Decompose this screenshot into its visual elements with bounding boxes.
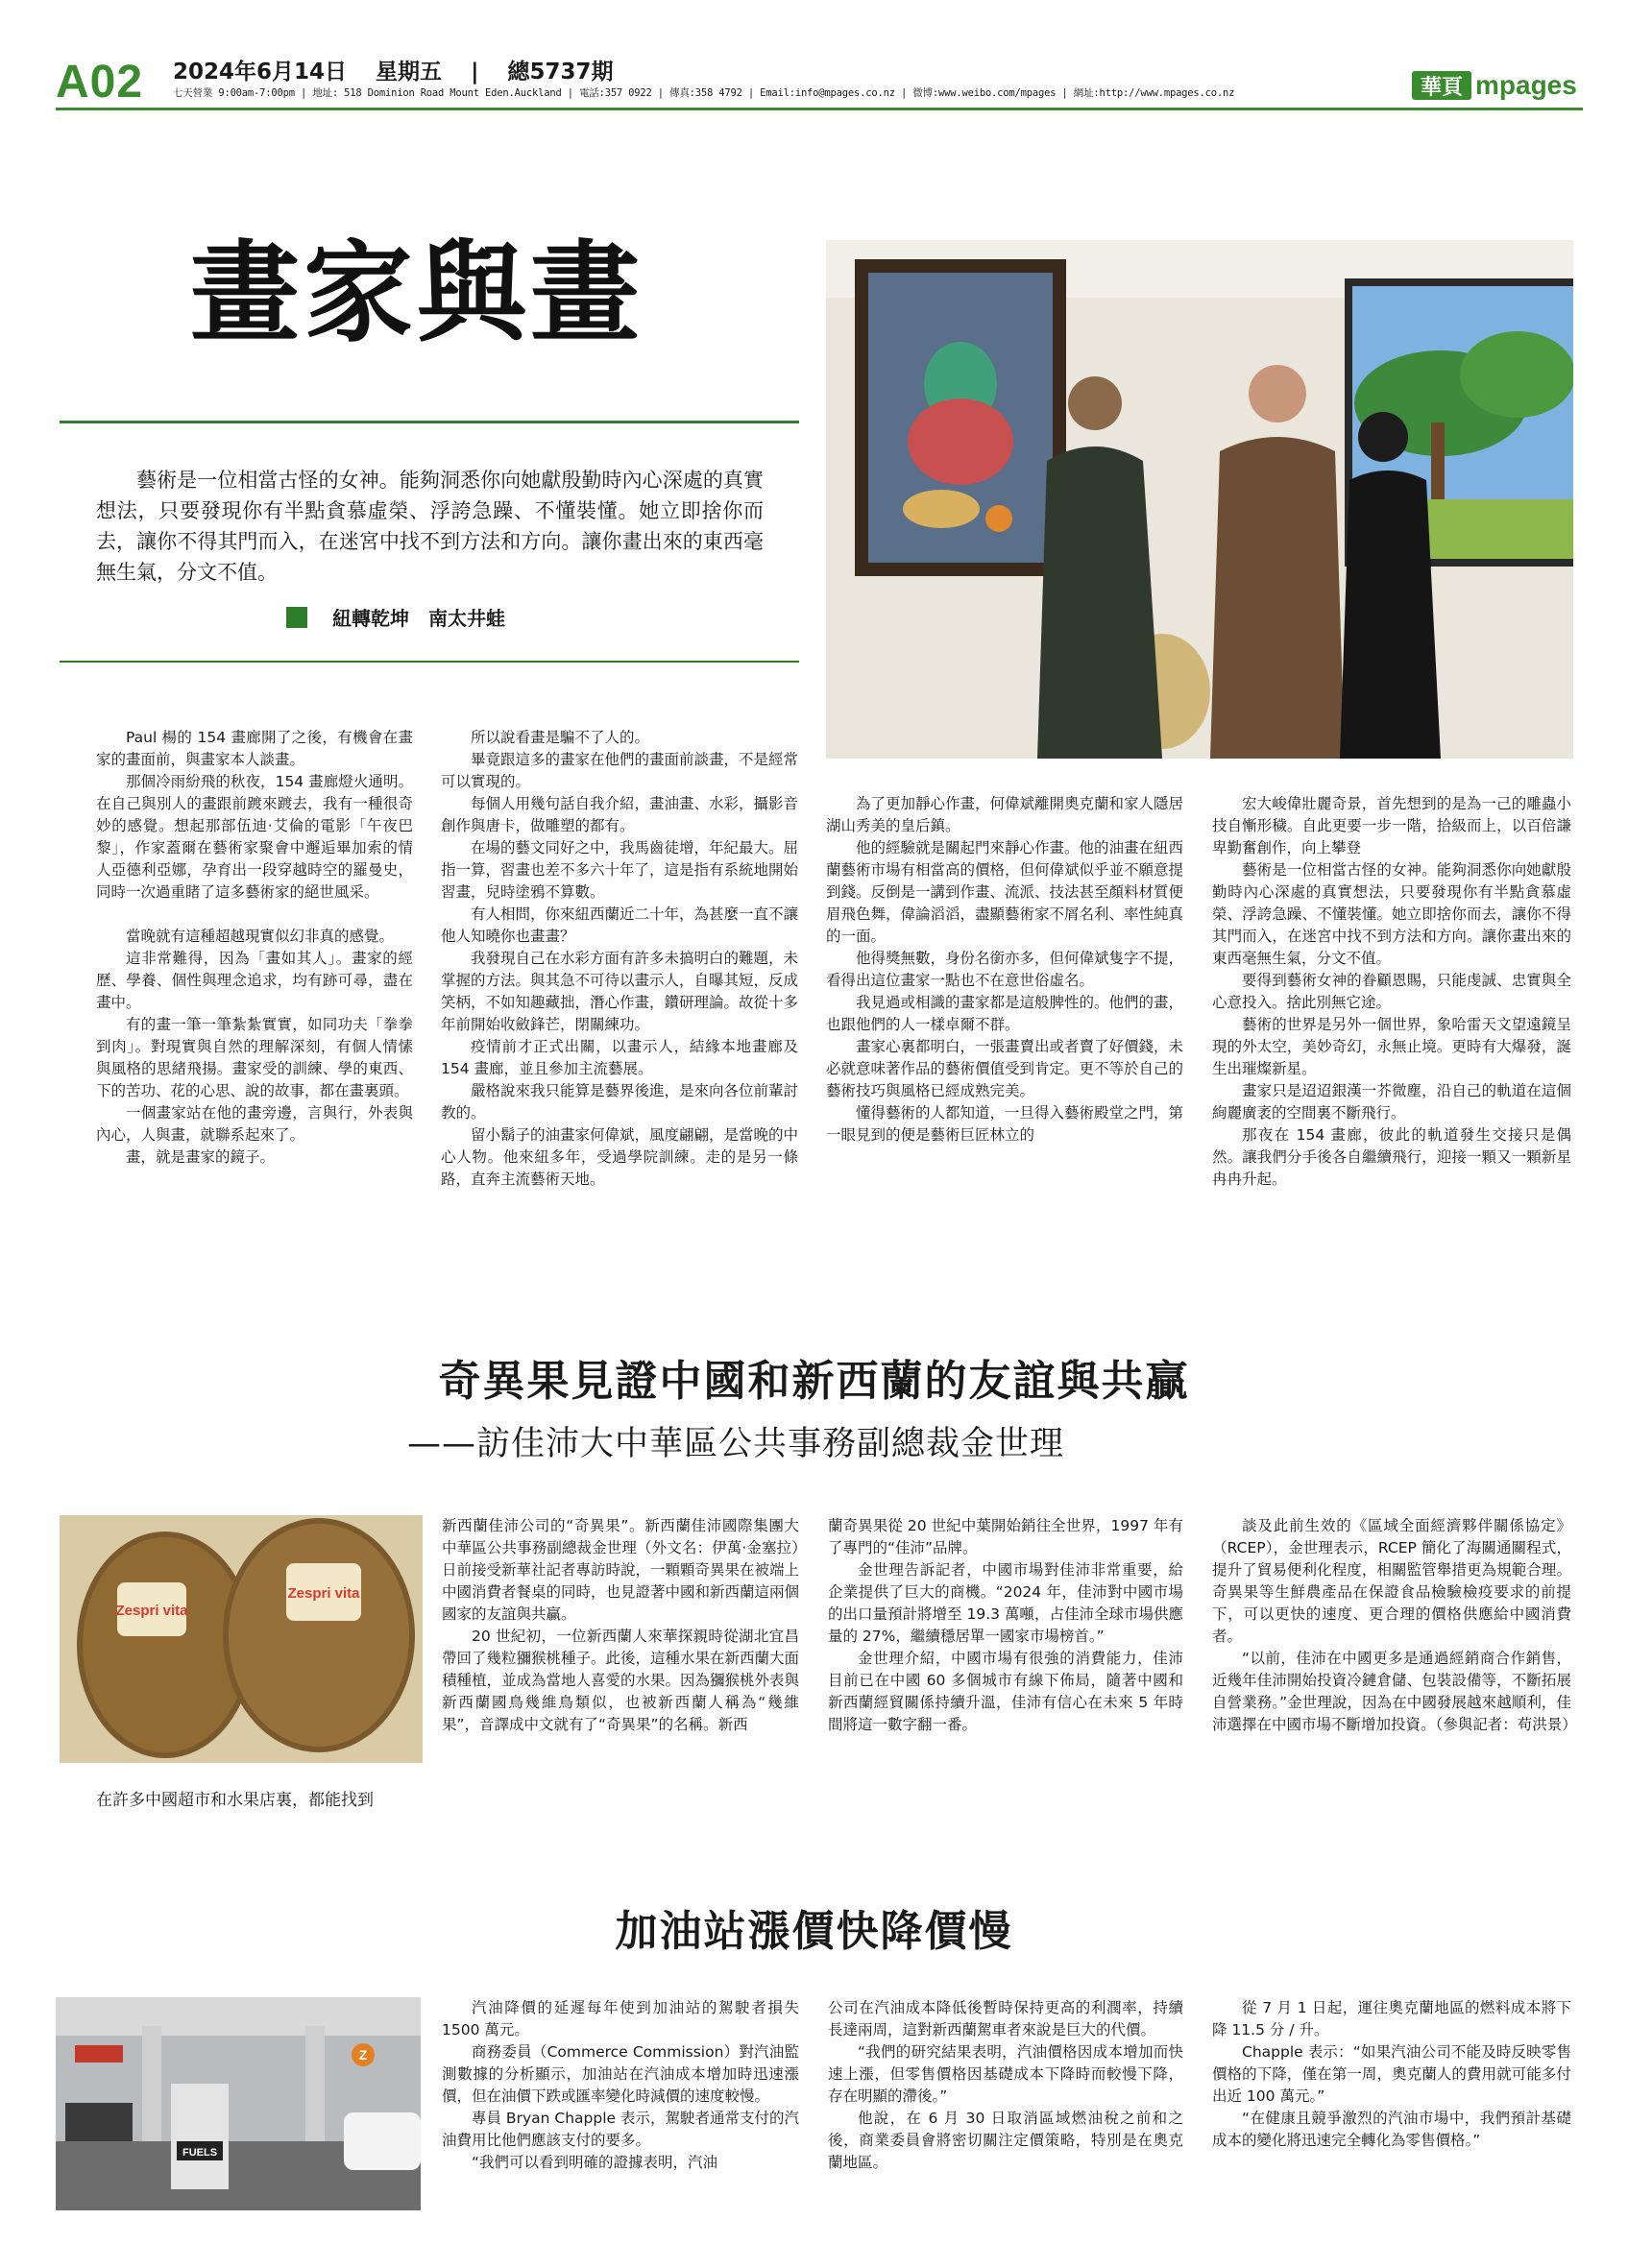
a3c1-p1: 汽油降價的延遲每年使到加油站的駕駛者損失 1500 萬元。 [442, 1999, 799, 2039]
fuel-station-photo [56, 1997, 421, 2210]
a3c3-p1: 從 7 月 1 日起，運往奧克蘭地區的燃料成本將下降 11.5 分 / 升。 [1212, 1999, 1571, 2039]
header-dateline [173, 54, 635, 85]
article1-column-1 [96, 727, 413, 1169]
a1c4-p5: 畫家只是迢迢銀漢一芥微塵，沿自己的軌道在這個絢麗廣袤的空間裏不斷飛行。 [1212, 1082, 1571, 1122]
a2c3-p2: “以前，佳沛在中國更多是通過經銷商合作銷售，近幾年佳沛開始投資冷鏈倉儲、包裝設備等，不斷拓展自營業務。”金世理說，因為在中國發展越來越順利，佳沛選擇在中國市場不斷增加投資。（參與記者：苟洪景） [1212, 1650, 1577, 1733]
article3-column-1 [442, 1997, 799, 2174]
a1c2-p1: 所以說看畫是騙不了人的。 [471, 729, 650, 746]
a3c3-p3: “在健康且競爭激烈的汽油市場中，我們預計基礎成本的變化將迅速完全轉化為零售價格。” [1212, 2110, 1571, 2149]
a1c2-p7: 疫情前才正式出關，以畫示人，結緣本地畫廊及 154 畫廊，並且參加主流藝展。 [441, 1038, 798, 1077]
article2-subtitle: ——訪佳沛大中華區公共事務副總裁金世理 [407, 1425, 1065, 1463]
a3c2-p1: 公司在汽油成本降低後暫時保持更高的利潤率，持續長達兩周，這對新西蘭駕車者來說是巨大的代價。 [828, 1999, 1183, 2039]
a1c1-p7: 畫，就是畫家的鏡子。 [126, 1148, 276, 1166]
a1c4-p3: 要得到藝術女神的眷顧恩賜，只能虔誠、忠實與全心意投入。捨此別無它途。 [1212, 972, 1571, 1011]
a1c2-p9: 留小鬍子的油畫家何偉斌，風度翩翩，是當晚的中心人物。他來紐多年，受過學院訓練。走的是另一條路，直奔主流藝術天地。 [441, 1126, 799, 1188]
a2c2-p3: 金世理介紹，中國市場有很強的消費能力，佳沛目前已在中國 60 多個城市有線下佈局，隨著中國和新西蘭經貿關係持續升溫，佳沛有信心在未來 5 年時間將這一數字翻一番。 [828, 1650, 1183, 1733]
kiwi-label-right: Zespri vita [287, 1585, 360, 1602]
a3c2-p2: “我們的研究結果表明，汽油價格因成本增加而快速上漲，但零售價格因基礎成本下降時而較慢下降，存在明顯的滯後。” [828, 2043, 1183, 2105]
article1-column-4 [1212, 793, 1571, 1191]
a1c3-p2: 他的經驗就是關起門來靜心作畫。他的油畫在紐西蘭藝術市場有相當高的價格，但何偉斌似乎並不願意提到錢。反倒是一講到作畫、流派、技法甚至顏料材質便眉飛色舞，偉論滔滔，盡顯藝術家不屑名利、率性純真的一面。 [826, 839, 1184, 945]
article1-column-3 [826, 793, 1183, 1146]
kiwifruit-scene [60, 1515, 423, 1763]
article1-rule-bottom [60, 661, 799, 663]
kiwi-label-left: Zespri vita [115, 1603, 188, 1619]
a1c2-p5: 有人相問，你來紐西蘭近二十年，為甚麼一直不讓他人知曉你也畫畫？ [441, 905, 799, 945]
logo-en-text: mpages [1475, 70, 1577, 100]
byline-author: 南太井蛙 [428, 607, 505, 630]
article2-title: 奇異果見證中國和新西蘭的友誼與共贏 [438, 1357, 1190, 1406]
a1c1-p1: Paul 楊的 154 畫廊開了之後，有機會在畫家的畫面前，與畫家本人談畫。 [96, 729, 413, 768]
header-divider: | [471, 60, 479, 84]
a1c1-p6: 一個畫家站在他的畫旁邊，言與行，外表與內心，人與畫，就聯系起來了。 [96, 1104, 413, 1144]
a3c2-p3: 他說，在 6 月 30 日取消區域燃油稅之前和之後，商業委員會將密切關注定價策略，特別是在奧克蘭地區。 [828, 2110, 1183, 2171]
a1c2-p8: 嚴格說來我只能算是藝界後進，是來向各位前輩討教的。 [441, 1082, 799, 1122]
a1c3-p3: 他得獎無數，身份名銜亦多，但何偉斌隻字不提，看得出這位畫家一點也不在意世俗虛名。 [826, 950, 1184, 989]
article3-column-3 [1212, 1997, 1571, 2152]
a1c4-p6: 那夜在 154 畫廊，彼此的軌道發生交接只是偶然。讓我們分手後各自繼續飛行，迎接一顆又一顆新星冉冉升起。 [1212, 1126, 1571, 1188]
a3c1-p2: 商務委員（Commerce Commission）對汽油監測數據的分析顯示，加油站在汽油成本增加時迅速漲價，但在油價下跌或匯率變化時減價的速度較慢。 [442, 2043, 799, 2105]
z-logo: Z [358, 2047, 368, 2063]
a1c4-p2: 藝術是一位相當古怪的女神。能夠洞悉你向她獻殷勤時內心深處的真實想法，只要發現你有半點貪慕虛榮、浮誇急躁、不懂裝懂。她立即捨你而去，讓你不得其門而入，在迷宮中找不到方法和方向。讓你畫出來的東西毫無生氣，分文不值。 [1212, 861, 1571, 967]
fuels-sign: FUELS [182, 2147, 218, 2159]
a1c1-p2: 那個冷雨紛飛的秋夜，154 畫廊燈火通明。在自己與別人的畫跟前踱來踱去，我有一種很奇妙的感覺。想起那部伍迪·艾倫的電影「午夜巴黎」，作家蓋爾在藝術家聚會中邂逅畢加索的情人亞德利亞娜，孕育出一段穿越時空的羅曼史，同時一次過重睹了這多藝術家的絕世風采。 [96, 773, 413, 901]
article3-column-2 [828, 1997, 1183, 2174]
issue-number: 總5737期 [507, 60, 614, 84]
kiwifruit-caption: 在許多中國超市和水果店裏，都能找到 [96, 1791, 374, 1810]
a2c1-p2: 20 世紀初，一位新西蘭人來華探親時從湖北宜昌帶回了幾粒獼猴桃種子。此後，這種水果在新西蘭大面積種植，並成為當地人喜愛的水果。因為獼猴桃外表與新西蘭國鳥幾維鳥類似，也被新西蘭人稱為“幾維果”，音譯成中文就有了“奇異果”的名稱。新西 [442, 1628, 800, 1733]
a3c3-p2: Chapple 表示：“如果汽油公司不能及時反映零售價格的下降，僅在第一周，奧克蘭人的費用就可能多付出近 100 萬元。” [1212, 2043, 1571, 2105]
a1c4-p4: 藝術的世界是另外一個世界，象哈雷天文望遠鏡呈現的外太空，美妙奇幻，永無止境。更時有大爆發，誕生出璀燦新星。 [1212, 1016, 1571, 1077]
a1c2-p3: 每個人用幾句話自我介紹，畫油畫、水彩，攝影音創作與唐卡，做雕塑的都有。 [441, 795, 799, 834]
article2-column-3 [1212, 1515, 1577, 1736]
a1c3-p6: 懂得藝術的人都知道，一旦得入藝術殿堂之門，第一眼見到的便是藝術巨匠林立的 [826, 1104, 1184, 1144]
article1-rule-top [60, 421, 799, 423]
page-number: A02 [56, 57, 144, 108]
gallery-photo [826, 240, 1573, 759]
article1-title: 畫家與畫 [190, 229, 644, 357]
issue-weekday: 星期五 [376, 60, 443, 84]
a1c4-p1: 宏大峻偉壯麗奇景，首先想到的是為一己的雕蟲小技自慚形穢。自此更要一步一階，拾級而上，以百倍謙卑勤奮創作，向上攀登 [1212, 795, 1571, 857]
a2c2-p2: 金世理告訴記者，中國市場對佳沛非常重要，給企業提供了巨大的商機。“2024 年，佳沛對中國市場的出口量預計將增至 19.3 萬噸，占佳沛全球市場供應量的 27%，繼續穩居單一國家市場榜首。” [828, 1561, 1183, 1645]
header-rule [56, 108, 1583, 110]
article1-byline [286, 603, 505, 631]
gallery-scene [826, 240, 1573, 759]
a1c1-p5: 有的畫一筆一筆紮紮實實，如同功夫「拳拳到肉」。對現實與自然的理解深刻，有個人情愫與風格的思緒飛揚。畫家受的訓練、學的東西、下的苦功、花的心思、說的故事，都在畫裏頭。 [96, 1016, 413, 1099]
a2c3-p1: 談及此前生效的《區域全面經濟夥伴關係協定》（RCEP），金世理表示，RCEP 簡化了海關通關程式，提升了貿易便利化程度，相關監管舉措更為規範合理。奇異果等生鮮農產品在保證食品檢驗檢疫要求的前提下，可以更快的速度、更合理的價格供應給中國消費者。 [1212, 1517, 1571, 1645]
mpages-logo [1412, 65, 1580, 104]
logo-cn-text: 華頁 [1420, 76, 1464, 100]
a3c1-p4: “我們可以看到明確的證據表明，汽油 [472, 2154, 718, 2171]
a2c1-p1: 新西蘭佳沛公司的“奇異果”。新西蘭佳沛國際集團大中華區公共事務副總裁金世理（外文名：伊萬·金塞拉）日前接受新華社記者專訪時說，一顆顆奇異果在被端上中國消費者餐桌的同時，也見證著中國和新西蘭這兩個國家的友誼與共贏。 [442, 1517, 800, 1623]
article3-title: 加油站漲價快降價慢 [615, 1907, 1013, 1956]
a1c1-p4: 這非常難得，因為「畫如其人」。畫家的經歷、學養、個性與理念追求，均有跡可尋，盡在畫中。 [96, 950, 413, 1011]
a1c2-p4: 在場的藝文同好之中，我馬齒徒增，年紀最大。屈指一算，習畫也差不多六十年了，這是指有系統地開始習畫，兒時塗鴉不算數。 [441, 839, 799, 901]
fuel-station-scene [56, 1997, 421, 2210]
kiwifruit-photo [60, 1515, 423, 1763]
article2-column-2 [828, 1515, 1183, 1736]
contact-info: 七天營業 9:00am-7:00pm | 地址: 518 Dominion Road Mount Eden.Auckland | 電話:357 0922 | 傳真:358 4792 | Email:info@mpages.co.nz | 微博:www.weibo.com/mpages | 網址:http://www.mpages.co.nz [173, 87, 1235, 99]
a1c2-p2: 畢竟跟這多的畫家在他們的畫面前談畫，不是經常可以實現的。 [441, 751, 799, 790]
article1-column-2 [441, 727, 798, 1191]
article2-column-1 [442, 1515, 799, 1736]
a2c2-p1: 蘭奇異果從 20 世紀中葉開始銷往全世界，1997 年有了專門的“佳沛”品牌。 [828, 1517, 1183, 1556]
a1c1-p3: 當晚就有這種超越現實似幻非真的感覺。 [126, 928, 395, 945]
byline-column: 紐轉乾坤 [332, 607, 409, 630]
a1c2-p6: 我發現自己在水彩方面有許多未搞明白的難題，未掌握的方法。與其急不可待以畫示人，自曝其短，反成笑柄，不如知趣藏拙，潛心作畫，鑽研理論。故從十多年前開始收斂鋒芒，閉關練功。 [441, 950, 799, 1033]
issue-date: 2024年6月14日 [173, 60, 348, 84]
article1-lead: 藝術是一位相當古怪的女神。能夠洞悉你向她獻殷勤時內心深處的真實想法，只要發現你有半點貪慕虛榮、浮誇急躁、不懂裝懂。她立即捨你而去，讓你不得其門而入，在迷宮中找不到方法和方向。讓你畫出來的東西毫無生氣，分文不值。 [96, 469, 764, 584]
a3c1-p3: 專員 Bryan Chapple 表示，駕駛者通常支付的汽油費用比他們應該支付的要多。 [442, 2110, 799, 2149]
byline-square-icon [286, 607, 307, 628]
a1c3-p5: 畫家心裏都明白，一張畫賣出或者賣了好價錢，未必就意味著作品的藝術價值受到肯定。更不等於自己的藝術技巧與風格已經成熟完美。 [826, 1038, 1184, 1099]
a1c3-p1: 為了更加靜心作畫，何偉斌離開奧克蘭和家人隱居湖山秀美的皇后鎮。 [826, 795, 1184, 834]
a1c3-p4: 我見過或相識的畫家都是這般脾性的。他們的畫，也跟他們的人一樣卓爾不群。 [826, 994, 1184, 1033]
